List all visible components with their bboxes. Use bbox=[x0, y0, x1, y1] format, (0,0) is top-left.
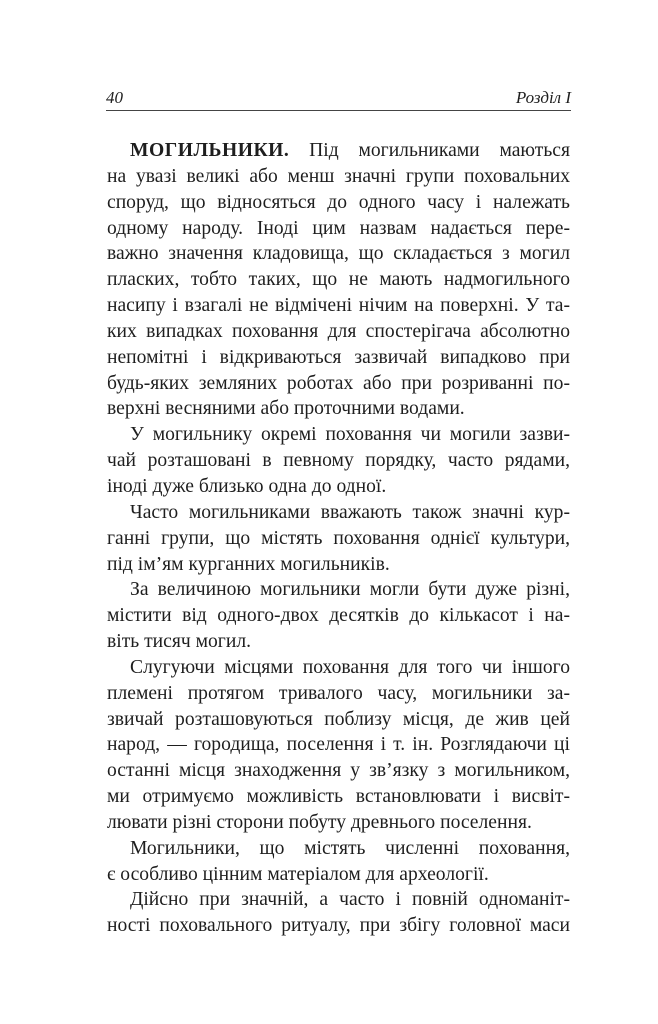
line-text: одному народу. Іноді цим назвам надається пере- bbox=[107, 217, 570, 239]
text-line bbox=[107, 190, 570, 216]
line-text: Дійсно при значній, а часто і повній одноманіт- bbox=[130, 889, 570, 911]
paragraph bbox=[107, 138, 570, 422]
text-line bbox=[107, 836, 570, 862]
line-text: верхні весняними або проточними водами. bbox=[107, 398, 465, 420]
text-line bbox=[107, 396, 570, 422]
text-line bbox=[107, 216, 570, 242]
line-text: будь-яких земляних роботах або при розриванні по- bbox=[107, 372, 570, 394]
text-line bbox=[107, 422, 570, 448]
running-header bbox=[106, 88, 571, 111]
line-text: ми отримуємо можливість встановлювати і висвіт- bbox=[107, 786, 570, 808]
line-text: на увазі великі або менш значні групи поховальних bbox=[107, 165, 570, 187]
line-text: Слугуючи місцями поховання для того чи іншого bbox=[130, 656, 570, 678]
line-text: Могильники, що містять численні поховання, bbox=[130, 837, 570, 859]
line-text: насипу і взагалі не відмічені нічим на поверхні. У та- bbox=[107, 295, 570, 317]
line-text: ганні групи, що містять поховання однієї культури, bbox=[107, 527, 570, 549]
line-text: важно значення кладовища, що складається з могил bbox=[107, 243, 570, 265]
line-text: під ім’ям курганних могильників. bbox=[107, 553, 390, 575]
page-number: 40 bbox=[106, 88, 123, 107]
text-line bbox=[107, 474, 570, 500]
line-text: ності поховального ритуалу, при збігу головної маси bbox=[107, 915, 570, 937]
text-line bbox=[107, 784, 570, 810]
text-line bbox=[107, 500, 570, 526]
section-heading: МОГИЛЬНИКИ. bbox=[130, 140, 290, 161]
chapter-title: Розділ І bbox=[515, 88, 571, 107]
text-line bbox=[107, 552, 570, 578]
text-line bbox=[107, 810, 570, 836]
line-text: За величиною могильники могли бути дуже різні, bbox=[130, 579, 570, 601]
line-text: є особливо цінним матеріалом для археології. bbox=[107, 863, 489, 885]
paragraph bbox=[107, 655, 570, 836]
line-text: містити від одного-двох десятків до кількасот і на- bbox=[107, 605, 570, 627]
paragraph bbox=[107, 887, 570, 939]
line-text: останні місця знаходження у зв’язку з могильником, bbox=[107, 760, 570, 782]
text-line bbox=[107, 577, 570, 603]
text-line bbox=[107, 603, 570, 629]
text-line bbox=[107, 448, 570, 474]
line-text: Часто могильниками вважають також значні кур- bbox=[130, 501, 570, 523]
text-line bbox=[107, 319, 570, 345]
text-line bbox=[107, 707, 570, 733]
line-text: ких випадках поховання для спостерігача абсолютно bbox=[107, 320, 570, 342]
line-text: лювати різні сторони побуту древнього поселення. bbox=[107, 811, 532, 833]
text-line bbox=[107, 758, 570, 784]
paragraph bbox=[107, 422, 570, 500]
text-line bbox=[107, 681, 570, 707]
line-text: звичай розташовуються поблизу місця, де жив цей bbox=[107, 708, 570, 730]
line-text: непомітні і відкриваються зазвичай випадково при bbox=[107, 346, 570, 368]
line-text: народ, — городища, поселення і т. ін. Розглядаючи ці bbox=[107, 734, 570, 756]
paragraph bbox=[107, 500, 570, 578]
text-line bbox=[107, 138, 570, 164]
body-text bbox=[107, 138, 570, 939]
line-text: племені протягом тривалого часу, могильники за- bbox=[107, 682, 570, 704]
line-text: Під могильниками маються bbox=[289, 140, 570, 161]
line-text: пласких, тобто таких, що не мають надмогильного bbox=[107, 269, 570, 291]
line-text: іноді дуже близько одна до одної. bbox=[107, 475, 387, 497]
line-text: чай розташовані в певному порядку, часто рядами, bbox=[107, 450, 570, 472]
paragraph bbox=[107, 836, 570, 888]
text-line bbox=[107, 241, 570, 267]
text-line bbox=[107, 629, 570, 655]
text-line bbox=[107, 913, 570, 939]
paragraph bbox=[107, 577, 570, 655]
text-line bbox=[107, 164, 570, 190]
text-line bbox=[107, 526, 570, 552]
text-line bbox=[107, 732, 570, 758]
text-line bbox=[107, 371, 570, 397]
text-line bbox=[107, 655, 570, 681]
text-line bbox=[107, 887, 570, 913]
text-line bbox=[107, 345, 570, 371]
text-line bbox=[107, 267, 570, 293]
line-text: споруд, що відносяться до одного часу і належать bbox=[107, 191, 570, 213]
line-text: віть тисяч могил. bbox=[107, 631, 251, 653]
line-text: У могильнику окремі поховання чи могили зазви- bbox=[130, 424, 570, 446]
text-line bbox=[107, 862, 570, 888]
text-line bbox=[107, 293, 570, 319]
